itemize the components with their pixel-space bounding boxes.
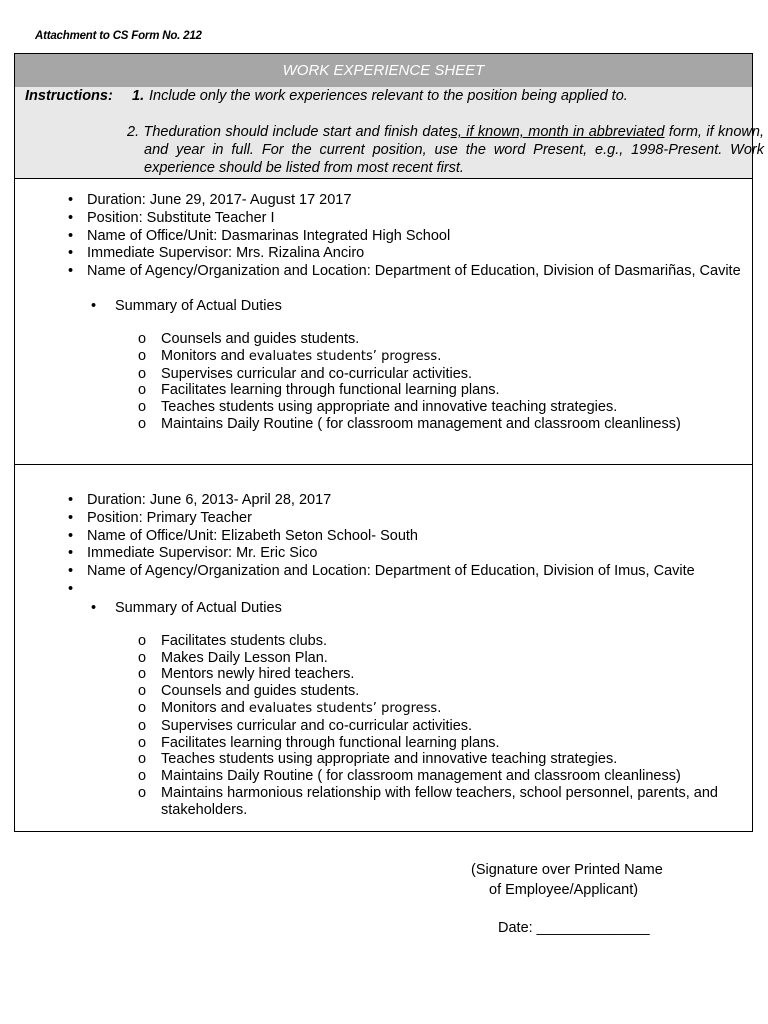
entry-divider [15, 464, 752, 465]
instruction-1-number: 1. [132, 88, 145, 104]
instruction-2-underlined: s, if known, month in abbreviated [450, 124, 665, 140]
duty-monitor-prefix: Monitors and [161, 699, 249, 716]
duty-monitor-suffix: evaluates students’ progress. [248, 348, 442, 364]
duty-item: o Supervises curricular and co-curricular activities. [15, 366, 731, 383]
experience-entry-2 [15, 492, 752, 819]
office-unit: • Name of Office/Unit: Dasmarinas Integrated High School [15, 228, 742, 246]
duty-item-monitors [15, 348, 731, 366]
position: • Position: Substitute Teacher I [15, 210, 742, 228]
duty-item: o Teaches students using appropriate and innovative teaching strategies. [15, 751, 731, 768]
position: • Position: Primary Teacher [15, 510, 742, 528]
instructions-box [15, 87, 764, 179]
duty-item: o Maintains harmonious relationship with fellow teachers, school personnel, parents, and stakeholders. [15, 785, 731, 819]
duty-item: o Maintains Daily Routine ( for classroom management and classroom cleanliness) [15, 768, 731, 785]
immediate-supervisor: • Immediate Supervisor: Mr. Eric Sico [15, 545, 742, 563]
duty-item: o Counsels and guides students. [15, 331, 731, 348]
signature-line-1: (Signature over Printed Name [471, 862, 663, 878]
duration: • Duration: June 29, 2017- August 17 2017 [15, 192, 742, 210]
instruction-2-part-b: form, if known, and year in full. For the current position, use the word Present, e.g., 1998-Present. Work experience should be listed from most recent first. [144, 124, 764, 176]
empty-bullet [15, 581, 742, 599]
duty-item: o Supervises curricular and co-curricular activities. [15, 718, 731, 735]
signature-line-2: of Employee/Applicant) [489, 882, 639, 898]
office-unit: • Name of Office/Unit: Elizabeth Seton School- South [15, 528, 742, 546]
duties-list [15, 331, 752, 433]
agency-location: • Name of Agency/Organization and Location: Department of Education, Division of Dasmariñas, Cavite [15, 263, 742, 281]
duties-list [15, 633, 752, 819]
duty-monitor-suffix: evaluates students’ progress. [248, 700, 442, 716]
summary-label: • Summary of Actual Duties [15, 599, 752, 617]
duty-item: o Maintains Daily Routine ( for classroom management and classroom cleanliness) [15, 416, 731, 433]
duty-item: o Makes Daily Lesson Plan. [15, 650, 731, 667]
instruction-2 [127, 123, 764, 177]
date-field: Date: ______________ [498, 920, 650, 936]
attachment-label: Attachment to CS Form No. 212 [35, 30, 202, 42]
work-experience-sheet [14, 53, 764, 832]
entry-details [15, 492, 752, 599]
duty-item-monitors [15, 700, 731, 718]
summary-label: • Summary of Actual Duties [15, 297, 752, 315]
sheet-title: WORK EXPERIENCE SHEET [15, 54, 752, 88]
instruction-1-text: Include only the work experiences relevant to the position being applied to. [149, 88, 628, 104]
duty-item: o Facilitates learning through functional learning plans. [15, 735, 731, 752]
duty-item: o Facilitates students clubs. [15, 633, 731, 650]
instructions-label: Instructions: [25, 88, 113, 104]
duty-monitor-prefix: Monitors and [161, 347, 249, 364]
duty-item: o Teaches students using appropriate and innovative teaching strategies. [15, 399, 731, 416]
experience-entry-1 [15, 192, 752, 433]
duty-item: o Counsels and guides students. [15, 683, 731, 700]
instruction-2-part-a: 2. Theduration should include start and finish date [127, 124, 451, 140]
agency-location: • Name of Agency/Organization and Location: Department of Education, Division of Imus, Cavite [15, 563, 742, 581]
duty-item: o Facilitates learning through functional learning plans. [15, 382, 731, 399]
duty-item: o Mentors newly hired teachers. [15, 666, 731, 683]
immediate-supervisor: • Immediate Supervisor: Mrs. Rizalina Anciro [15, 245, 742, 263]
duration: • Duration: June 6, 2013- April 28, 2017 [15, 492, 742, 510]
entry-details [15, 192, 752, 281]
